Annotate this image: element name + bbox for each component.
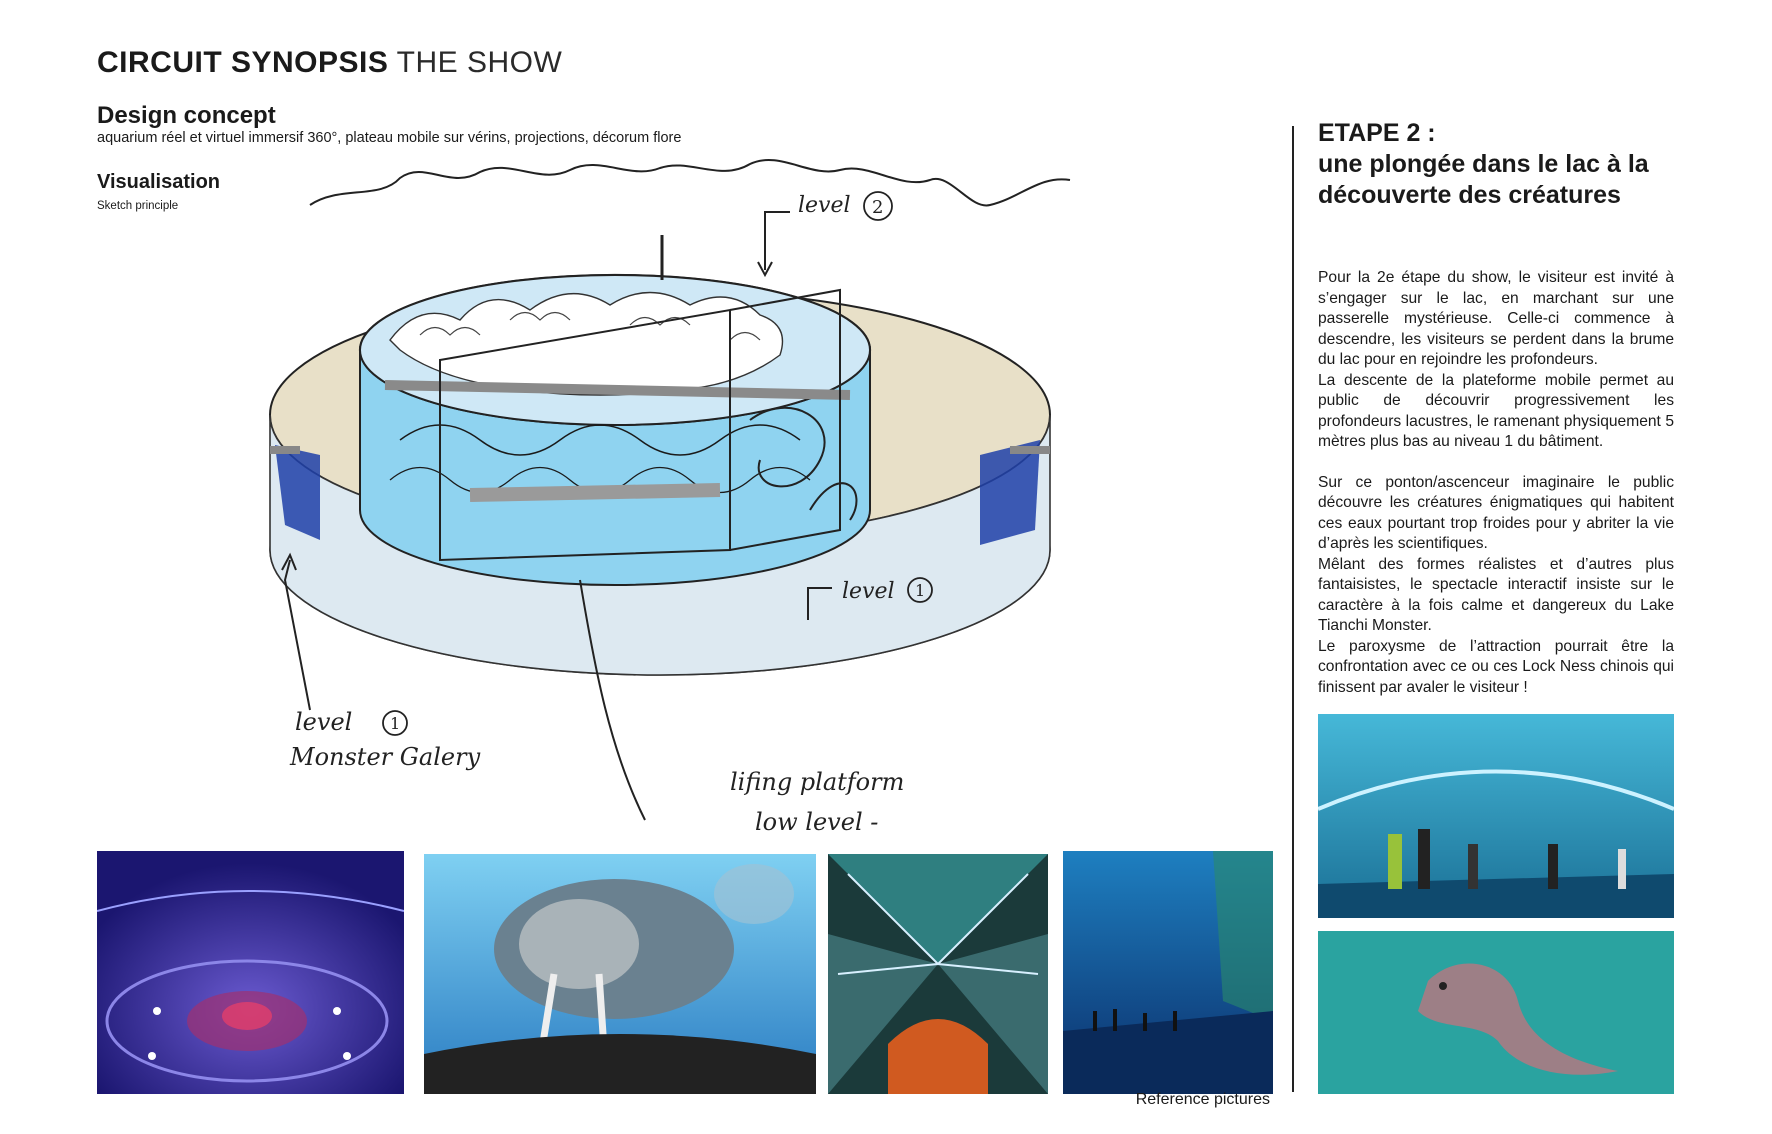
etape-body xyxy=(1318,268,1674,698)
label-lifting-platform: lifing platform xyxy=(730,768,905,796)
label-level1-left-num: 1 xyxy=(390,714,401,733)
visualisation-subheading: Sketch principle xyxy=(97,200,179,212)
etape-paragraph: Sur ce ponton/ascenceur imaginaire le public découvre les créatures énigmatiques qui habitent ces eaux pourtant trop froides pour y abriter la vie d’après les scientifiques. xyxy=(1318,473,1674,552)
label-level1-left: level xyxy=(295,708,353,736)
title-bold: CIRCUIT SYNOPSIS xyxy=(97,46,389,79)
reference-pictures-caption: Reference pictures xyxy=(1135,1091,1270,1108)
label-level2-num: 2 xyxy=(872,197,884,218)
etape-title-line2: une plongée dans le lac à la xyxy=(1318,150,1649,178)
label-monster-gallery: Monster Galery xyxy=(290,743,481,771)
reference-photo-tunnel-projection xyxy=(828,854,1048,1094)
reference-photo-creature xyxy=(1318,931,1674,1094)
etape-paragraph: Le paroxysme de l’attraction pourrait être la confrontation avec ce ou ces Lock Ness chinois qui finissent par avaler le visiteur ! xyxy=(1318,637,1674,696)
reference-photo-aquarium-tunnel xyxy=(1318,714,1674,918)
label-level1-right-num: 1 xyxy=(915,581,926,600)
page-title xyxy=(97,46,562,80)
title-light: THE SHOW xyxy=(396,46,563,79)
reference-photo-aquarium-hall xyxy=(1063,851,1273,1094)
etape-paragraph: La descente de la plateforme mobile permet au public de découvrir progressivement les profondeurs lacustres, le ramenant physiquement 5 mètres plus bas au niveau 1 du bâtiment. xyxy=(1318,371,1674,450)
etape-title-line3: découverte des créatures xyxy=(1318,181,1621,209)
label-level2: level xyxy=(798,193,851,218)
label-low-level: low level - xyxy=(755,808,879,836)
etape-title xyxy=(1318,118,1678,211)
design-concept-heading: Design concept xyxy=(97,102,276,129)
column-divider xyxy=(1292,126,1294,1092)
label-level1-right: level xyxy=(842,579,895,604)
reference-photo-walrus xyxy=(424,854,816,1094)
reference-photo-platform xyxy=(97,851,404,1094)
etape-title-line1: ETAPE 2 : xyxy=(1318,119,1436,147)
etape-paragraph: Pour la 2e étape du show, le visiteur est invité à s’engager sur le lac, en marchant sur une passerelle mystérieuse. Celle-ci commence à descendre, les visiteurs se perdent dans la brume du lac pour en rejoindre les profondeurs. xyxy=(1318,269,1674,368)
etape-paragraph: Mêlant des formes réalistes et d’autres plus fantaisistes, le spectacle interactif insiste sur le caractère à la fois calme et dangereux du Lake Tianchi Monster. xyxy=(1318,555,1674,634)
visualisation-heading: Visualisation xyxy=(97,171,221,193)
sketch-illustration xyxy=(250,150,1180,840)
design-concept-description: aquarium réel et virtuel immersif 360°, plateau mobile sur vérins, projections, décorum flore xyxy=(97,130,682,146)
